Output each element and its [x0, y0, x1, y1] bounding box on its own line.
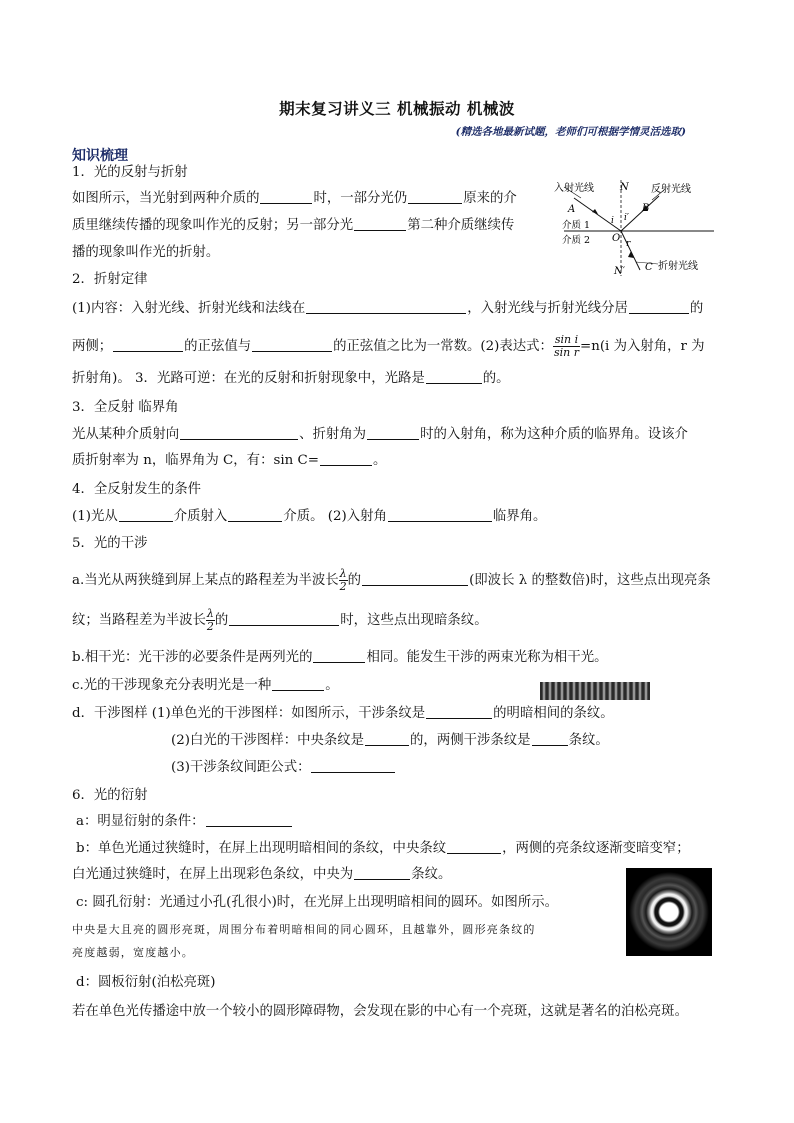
point-a-label: A [568, 204, 576, 215]
s2-line1: (1)内容：入射光线、折射光线和法线在 ，入射光线与折射光线分居 的 [72, 301, 704, 316]
handwritten-note-line2: 亮度越弱，宽度越小。 [72, 946, 194, 959]
s6-line-last: 若在单色光传播途中放一个较小的圆形障碍物，会发现在影的中心有一个亮斑，这就是著名的泊松亮斑。 [72, 1004, 688, 1019]
blank [367, 426, 419, 440]
s5-line2: 纹；当路程差为半波长 $\frac{\lambda}{2}$ 的 时，这些点出现暗条纹。 [72, 607, 488, 633]
reflected-ray-label: 反射光线 [651, 184, 691, 195]
blank [180, 426, 298, 440]
blank [113, 338, 183, 352]
s1-line1: 如图所示，当光射到两种介质的 时，一部分光仍 原来的介 [72, 191, 517, 206]
half-wavelength-fraction: $\frac{\lambda}{2}$ [206, 607, 214, 633]
blank [311, 759, 395, 773]
blank [272, 677, 324, 691]
s3-line2: 质折射率为 n，临界角为 C，有：sin C= 。 [72, 453, 387, 468]
blank [362, 572, 468, 586]
blank [388, 508, 492, 522]
blank [206, 813, 292, 827]
interference-fringe-image [540, 682, 650, 700]
medium-2-label: 介质 2 [562, 235, 591, 246]
blank [260, 190, 312, 204]
blank [532, 732, 568, 746]
s5-line-d3: (3)干涉条纹间距公式： [171, 759, 396, 777]
s6-line-b2: 白光通过狭缝时，在屏上出现彩色条纹，中央为 条纹。 [72, 867, 452, 882]
incidence-angle-label: i [611, 216, 614, 226]
normal-label-n-prime: N′ [614, 266, 626, 277]
s6-line-d: d：圆板衍射(泊松亮斑) [76, 975, 216, 990]
half-wavelength-fraction: $\frac{\lambda}{2}$ [339, 567, 347, 593]
s4-line1: (1)光从 介质射入 介质。 (2)入射角 临界角。 [72, 509, 547, 524]
s5-line-b: b.相干光：光干涉的必要条件是两列光的 相同。能发生干涉的两束光称为相干光。 [72, 650, 608, 665]
s6-line-c: c: 圆孔衍射：光通过小孔(孔很小)时，在光屏上出现明暗相间的圆环。如图所示。 [76, 895, 558, 910]
blank [365, 732, 409, 746]
blank [426, 370, 482, 384]
handwritten-note-line1: 中央是大且亮的圆形亮斑，周围分布着明暗相间的同心圆环，且越靠外，圆形亮条纹的 [72, 923, 536, 936]
refraction-angle-label: r [626, 239, 631, 249]
blank [313, 649, 365, 663]
teacher-note: (精选各地最新试题，老师们可根据学情灵活选取) [455, 126, 686, 138]
s2-line2: 两侧； 的正弦值与 的正弦值之比为一常数。(2)表达式： $\frac{\text{sin i}}{\text{sin r}}$ =n(i 为入射角，r 为 [72, 333, 705, 359]
refracted-ray-label: 折射光线 [658, 261, 698, 272]
s1-heading: 1．光的反射与折射 [72, 165, 188, 180]
s5-heading: 5．光的干涉 [72, 536, 148, 551]
point-o-label: O [612, 233, 621, 244]
blank [354, 217, 406, 231]
s5-line-d1: d．干涉图样 (1)单色光的干涉图样：如图所示，干涉条纹是 的明暗相间的条纹。 [72, 706, 614, 721]
s3-heading: 3．全反射 临界角 [72, 400, 179, 415]
s6-line-b1: b：单色光通过狭缝时，在屏上出现明暗相间的条纹，中央条纹 ，两侧的亮条纹逐渐变暗变窄； [76, 841, 690, 856]
incident-ray-label: 入射光线 [554, 183, 594, 194]
section-heading: 知识梳理 [72, 148, 128, 164]
s1-line2: 质里继续传播的现象叫作光的反射；另一部分光 第二种介质继续传 [72, 218, 515, 233]
blank [229, 612, 339, 626]
blank [354, 866, 410, 880]
blank [306, 300, 466, 314]
point-c-label: C [645, 262, 653, 273]
page-title: 期末复习讲义三 机械振动 机械波 [279, 99, 515, 118]
blank [426, 705, 492, 719]
s4-heading: 4．全反射发生的条件 [72, 482, 202, 497]
s1-line3: 播的现象叫作光的折射。 [72, 245, 220, 260]
blank [320, 452, 372, 466]
reflection-refraction-diagram [554, 178, 724, 278]
circular-diffraction-image [626, 868, 712, 956]
snell-fraction: $\frac{\text{sin i}}{\text{sin r}}$ [553, 333, 579, 359]
reflection-angle-label: i′ [624, 213, 629, 223]
s2-heading: 2．折射定律 [72, 272, 148, 287]
blank [228, 508, 282, 522]
point-b-label: B [642, 203, 650, 214]
s3-line1: 光从某种介质射向 、折射角为 时的入射角，称为这种介质的临界角。设该介 [72, 427, 688, 442]
blank [252, 338, 332, 352]
s5-line-d2: (2)白光的干涉图样：中央条纹是 的，两侧干涉条纹是 条纹。 [171, 733, 609, 748]
s5-line-c: c.光的干涉现象充分表明光是一种 。 [72, 678, 339, 693]
normal-label-n: N [620, 182, 629, 193]
s2-line3: 折射角)。 3．光路可逆：在光的反射和折射现象中，光路是 的。 [72, 371, 510, 386]
blank [447, 840, 501, 854]
s6-heading: 6．光的衍射 [72, 788, 148, 803]
s6-line-a: a：明显衍射的条件： [76, 813, 293, 831]
blank [629, 300, 689, 314]
s5-line1: a.当光从两狭缝到屏上某点的路程差为半波长 $\frac{\lambda}{2}$ 的 (即波长 λ 的整数倍)时，这些点出现亮条 [72, 567, 711, 593]
medium-1-label: 介质 1 [562, 220, 591, 231]
blank [119, 508, 173, 522]
blank [408, 190, 462, 204]
